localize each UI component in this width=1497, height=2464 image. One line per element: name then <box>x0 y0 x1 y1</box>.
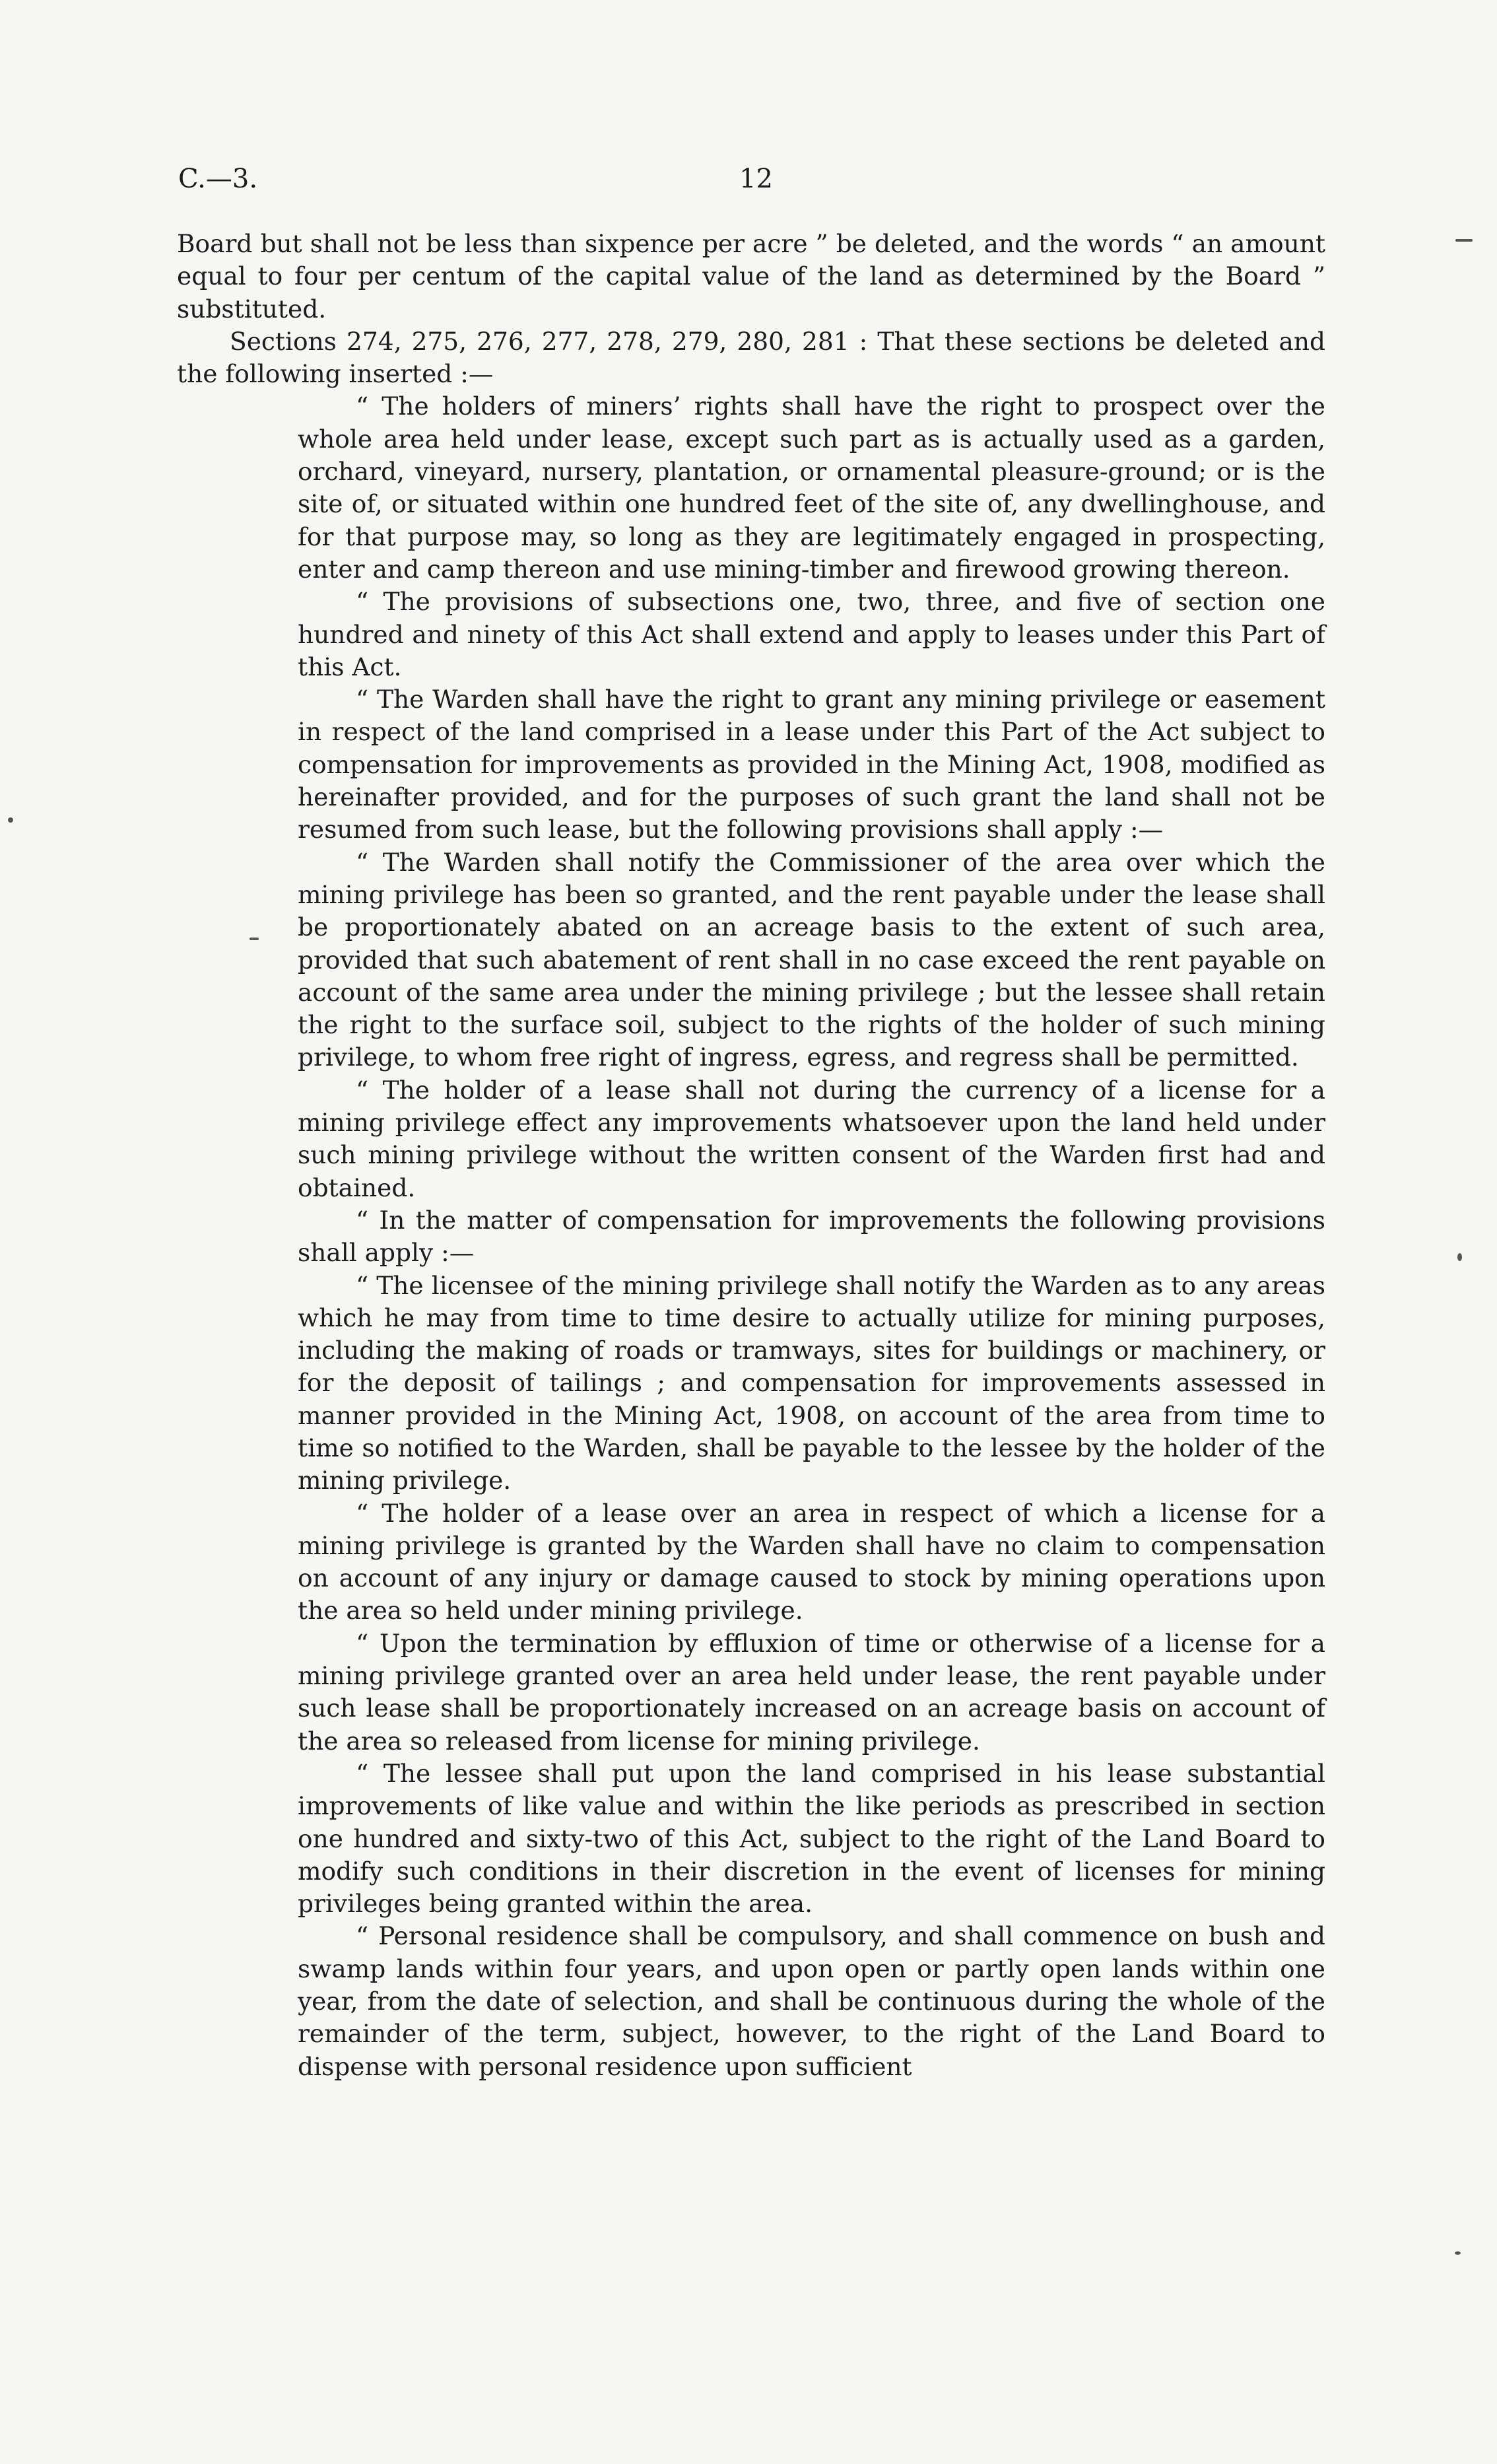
scan-mark <box>249 938 259 940</box>
page-number: 12 <box>739 164 773 194</box>
scan-mark <box>1457 1253 1462 1261</box>
paragraph-continuation: Board but shall not be less than sixpence per acre ” be deleted, and the words “ an amount equal to four per centum of the capital value of the land as determined by the Board ” substituted. <box>177 229 1325 324</box>
quoted-paragraph: “ The holders of miners’ rights shall have the right to prospect over the whole area held under lease, except such part as is actually used as a garden, orchard, vineyard, nursery, plantation, or ornamental pleasure-ground; or is the site of, or situated within one hundred feet of the site of, any dwellinghouse, and for that purpose may, so long as they are legitimately engaged in prospecting, enter and camp thereon and use mining-timber and firewood growing thereon. <box>298 392 1325 584</box>
quoted-paragraph: “ The holder of a lease shall not during the currency of a license for a mining privilege effect any improvements whatsoever upon the land held under such mining privilege without the written consent of the Warden first had and obtained. <box>298 1075 1325 1202</box>
quoted-paragraph: “ The Warden shall have the right to grant any mining privilege or easement in respect of the land comprised in a lease under this Part of the Act subject to compensation for improvements as provided in the Mining Act, 1908, modified as hereinafter provided, and for the purposes of such grant the land shall not be resumed from such lease, but the following provisions shall apply :— <box>298 685 1325 844</box>
quoted-paragraph: “ The holder of a lease over an area in respect of which a license for a mining privilege is granted by the Warden shall have no claim to compensation on account of any injury or damage caused to stock by mining operations upon the area so held under mining privilege. <box>298 1498 1325 1626</box>
quoted-paragraph: “ The licensee of the mining privilege shall notify the Warden as to any areas which he may from time to time desire to actually utilize for mining purposes, including the making of roads or tramways, sites for buildings or machinery, or for the deposit of tailings ; and compensation for improvements assessed in manner provided in the Mining Act, 1908, on account of the area from time to time so notified to the Warden, shall be payable to the lessee by the holder of the mining privilege. <box>298 1270 1325 1495</box>
scan-mark <box>8 817 13 823</box>
quoted-paragraph: “ Personal residence shall be compulsory, and shall commence on bush and swamp lands within four years, and upon open or partly open lands within one year, from the date of selection, and shall be continuous during the whole of the remainder of the term, subject, however, to the right of the Land Board to dispense with personal residence upon sufficient <box>298 1921 1325 2081</box>
paragraph-sections-amendment: Sections 274, 275, 276, 277, 278, 279, 280, 281 : That these sections be deleted and the following inserted :— <box>177 326 1325 389</box>
scan-mark <box>1455 239 1473 242</box>
quoted-paragraph: “ In the matter of compensation for improvements the following provisions shall apply :— <box>298 1205 1325 1268</box>
body-text <box>177 228 1325 2083</box>
quoted-paragraph: “ The Warden shall notify the Commissioner of the area over which the mining privilege has been so granted, and the rent payable under the lease shall be proportionately abated on an acreage basis to the extent of such area, provided that such abatement of rent shall in no case exceed the rent payable on account of the same area under the mining privilege ; but the lessee shall retain the right to the surface soil, subject to the rights of the holder of such mining privilege, to whom free right of ingress, egress, and regress shall be permitted. <box>298 847 1325 1072</box>
quoted-paragraph: “ Upon the termination by effluxion of time or otherwise of a license for a mining privilege granted over an area held under lease, the rent payable under such lease shall be proportionately increased on an acreage basis on account of the area so released from license for mining privilege. <box>298 1628 1325 1756</box>
quoted-paragraph: “ The lessee shall put upon the land comprised in his lease substantial improvements of like value and within the like periods as prescribed in section one hundred and sixty-two of this Act, subject to the right of the Land Board to modify such conditions in their discretion in the event of licenses for mining privileges being granted within the area. <box>298 1758 1325 1919</box>
document-reference: C.—3. <box>178 164 258 194</box>
quoted-paragraph: “ The provisions of subsections one, two, three, and five of section one hundred and ninety of this Act shall extend and apply to leases under this Part of this Act. <box>298 587 1325 681</box>
page-header <box>178 164 1320 203</box>
scan-mark <box>1455 2251 1461 2255</box>
